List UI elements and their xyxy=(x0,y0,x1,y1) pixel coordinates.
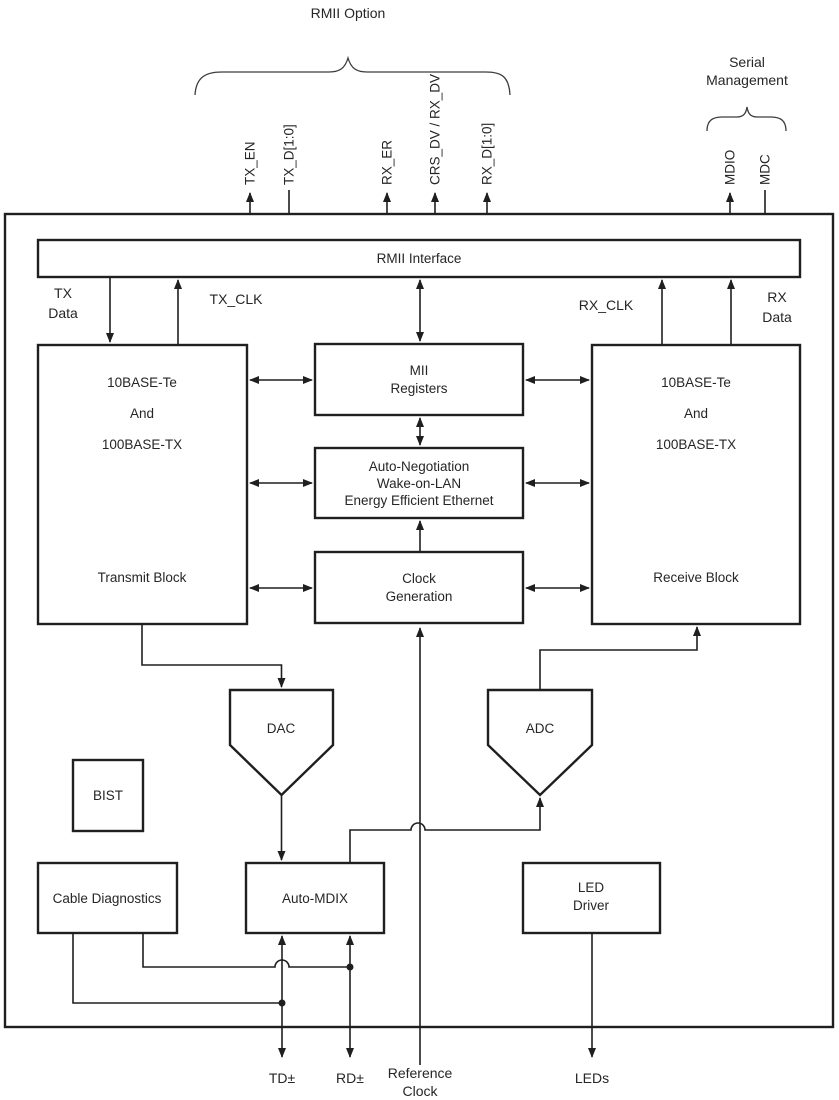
rmii-option-brace xyxy=(195,58,510,95)
pin-label-crs-dv-rx-dv: CRS_DV / RX_DV xyxy=(427,73,443,185)
serial-management-group xyxy=(706,54,788,131)
tx-data-label-1: TX xyxy=(54,285,72,301)
tx-clk-label: TX_CLK xyxy=(209,291,263,307)
receive-label-2: And xyxy=(683,406,709,421)
rmii-option-group xyxy=(195,5,510,95)
led-driver-label-2: Driver xyxy=(573,898,609,913)
serial-management-label-2: Management xyxy=(706,72,788,88)
block-clockgen xyxy=(315,552,523,623)
pin-label-mdio: MDIO xyxy=(722,149,738,185)
autoneg-label-2: Wake-on-LAN xyxy=(376,476,462,491)
rmii-option-label: RMII Option xyxy=(310,5,386,21)
clockgen-label-2: Generation xyxy=(385,589,453,604)
receive-label-4: Receive Block xyxy=(653,570,739,585)
td-label: TD± xyxy=(268,1070,296,1086)
block-mii-registers xyxy=(315,344,523,415)
leds-label: LEDs xyxy=(574,1070,610,1086)
serial-management-label-1: Serial xyxy=(729,54,765,70)
pin-label-rx-er: RX_ER xyxy=(379,139,395,185)
rx-data-label-2: Data xyxy=(762,309,792,325)
transmit-label-4: Transmit Block xyxy=(97,570,187,585)
rmii-interface-label: RMII Interface xyxy=(376,251,462,266)
rx-data-label-1: RX xyxy=(767,289,787,305)
pin-label-rx-d: RX_D[1:0] xyxy=(479,122,495,185)
led-driver-label-1: LED xyxy=(577,880,605,895)
adc-label: ADC xyxy=(525,721,555,736)
auto-mdix-label: Auto-MDIX xyxy=(281,891,349,906)
clockgen-label-1: Clock xyxy=(402,571,436,586)
mii-label-1: MII xyxy=(409,363,429,378)
pin-label-tx-d: TX_D[1:0] xyxy=(281,124,297,185)
rd-label: RD± xyxy=(336,1070,364,1086)
pin-label-mdc: MDC xyxy=(757,154,773,185)
receive-label-3: 100BASE-TX xyxy=(655,437,737,452)
bist-label: BIST xyxy=(92,788,124,803)
dac-label: DAC xyxy=(266,721,296,736)
refclk-label-1: Reference xyxy=(387,1065,453,1081)
refclk-label-2: Clock xyxy=(402,1083,438,1099)
tx-data-label-2: Data xyxy=(48,305,78,321)
receive-label-1: 10BASE-Te xyxy=(661,375,731,390)
rx-clk-label: RX_CLK xyxy=(578,297,634,313)
autoneg-label-1: Auto-Negotiation xyxy=(368,459,470,474)
transmit-label-2: And xyxy=(129,406,155,421)
pin-label-tx-en: TX_EN xyxy=(242,141,258,185)
mii-label-2: Registers xyxy=(390,381,448,396)
cable-diagnostics-label: Cable Diagnostics xyxy=(52,891,162,906)
transmit-label-1: 10BASE-Te xyxy=(107,375,177,390)
autoneg-label-3: Energy Efficient Ethernet xyxy=(344,493,494,508)
transmit-label-3: 100BASE-TX xyxy=(101,437,183,452)
serial-management-brace xyxy=(707,107,786,131)
